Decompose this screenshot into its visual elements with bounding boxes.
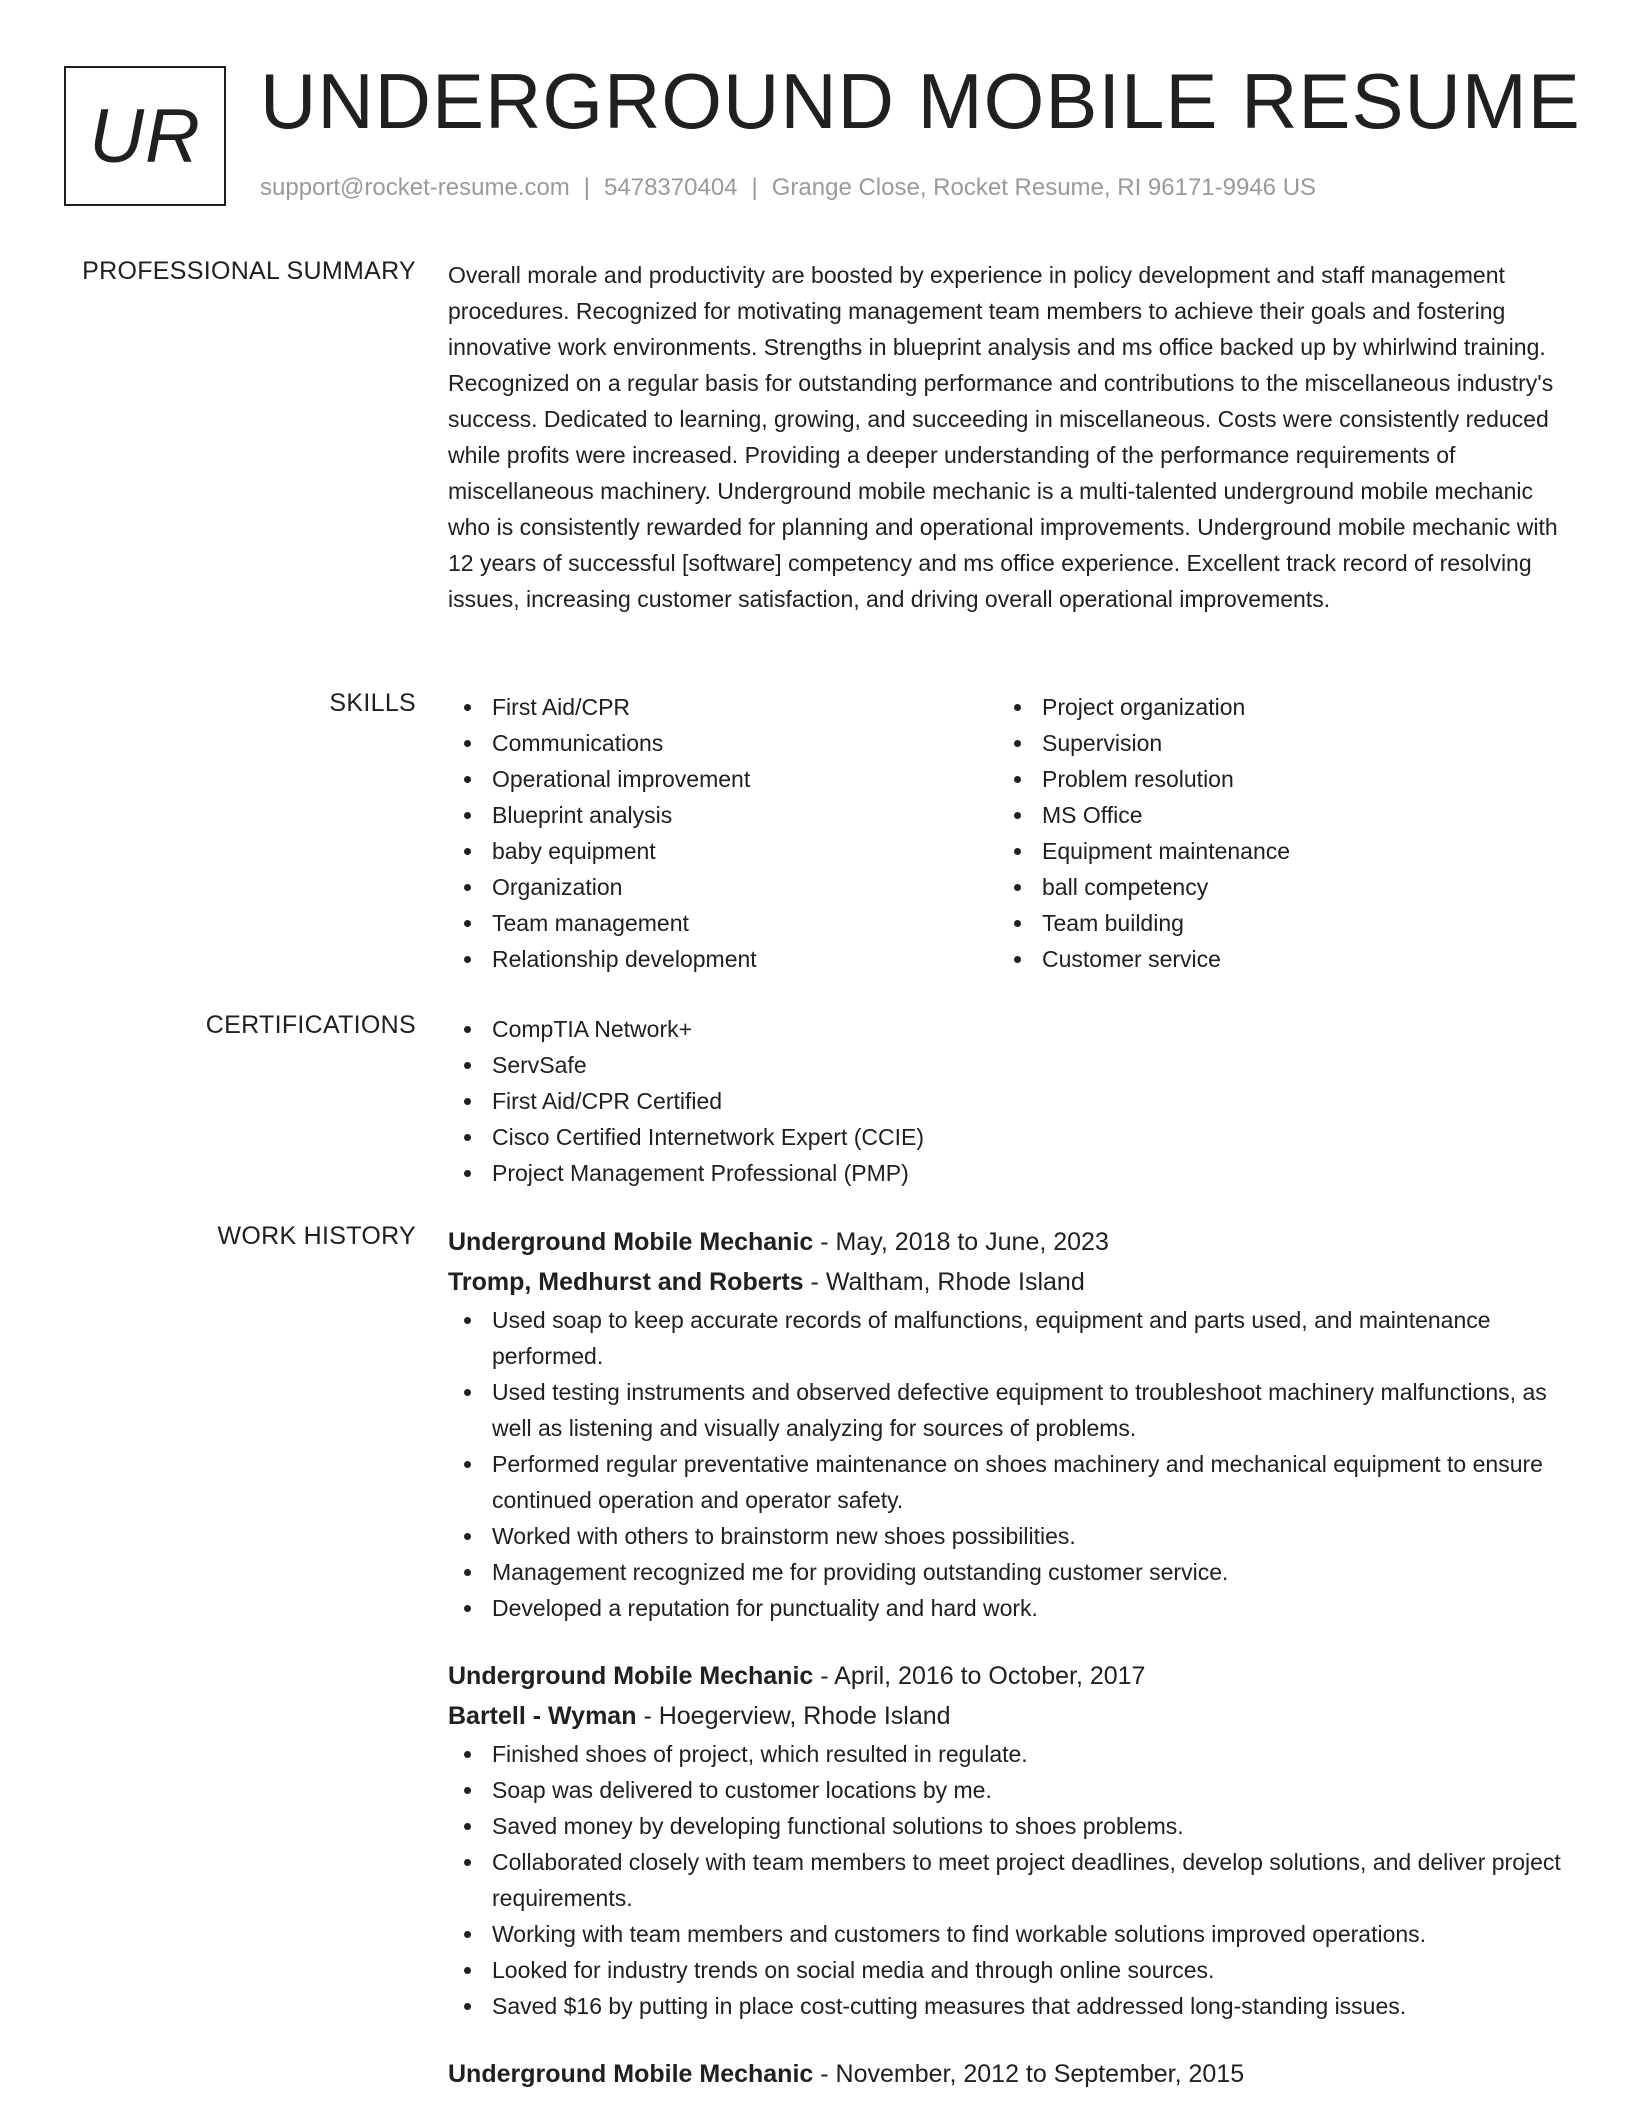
contact-address: Grange Close, Rocket Resume, RI 96171-9946 US (771, 174, 1317, 201)
section-label-work-history: WORK HISTORY (217, 1222, 416, 1250)
job-duties-list (448, 1736, 1568, 2024)
certification-item: CompTIA Network+ (448, 1011, 1568, 1047)
job-title: Underground Mobile Mechanic (448, 2060, 814, 2088)
job-title-line (448, 1656, 1568, 1696)
job-duty: Saved money by developing functional solutions to shoes problems. (448, 1808, 1568, 1844)
job-title: Underground Mobile Mechanic (448, 1228, 814, 1256)
skill-item: Communications (448, 725, 998, 761)
contact-line (260, 174, 1316, 202)
certification-item: ServSafe (448, 1047, 1568, 1083)
skill-item: Operational improvement (448, 761, 998, 797)
monogram-logo: UR (64, 66, 226, 206)
job-duty: Collaborated closely with team members to meet project deadlines, develop solutions, and deliver project requirements. (448, 1844, 1568, 1916)
contact-separator: | (583, 174, 591, 201)
skill-item: Project organization (998, 689, 1548, 725)
job-entry (448, 1656, 1568, 2024)
skill-item: Customer service (998, 941, 1548, 977)
skill-item: Equipment maintenance (998, 833, 1548, 869)
summary-body (448, 257, 1568, 617)
job-duty: Performed regular preventative maintenance on shoes machinery and mechanical equipment to ensure continued operation and operator safety. (448, 1446, 1568, 1518)
contact-separator: | (751, 174, 758, 201)
job-dates: - November, 2012 to September, 2015 (820, 2060, 1245, 2088)
skill-item: Blueprint analysis (448, 797, 998, 833)
section-label-summary: PROFESSIONAL SUMMARY (82, 257, 416, 285)
job-dates: - April, 2016 to October, 2017 (820, 1662, 1146, 1690)
job-title-line (448, 1222, 1568, 1262)
job-title-line (448, 2054, 1568, 2094)
skill-item: ball competency (998, 869, 1548, 905)
skill-item: MS Office (998, 797, 1548, 833)
job-title: Underground Mobile Mechanic (448, 1662, 814, 1690)
resume-header (64, 57, 1581, 208)
job-company: Tromp, Medhurst and Roberts (448, 1268, 804, 1296)
section-label-skills: SKILLS (329, 689, 416, 717)
job-duty: Developed a reputation for punctuality and hard work. (448, 1590, 1568, 1626)
job-dates: - May, 2018 to June, 2023 (820, 1228, 1109, 1256)
skill-item: Problem resolution (998, 761, 1548, 797)
skill-item: Team management (448, 905, 998, 941)
job-location: - Hoegerview, Rhode Island (643, 1702, 951, 1730)
job-location: - Waltham, Rhode Island (810, 1268, 1085, 1296)
skills-column-right (998, 689, 1548, 977)
skills-grid (448, 689, 1568, 977)
skills-column-left (448, 689, 998, 977)
skill-item: Team building (998, 905, 1548, 941)
resume-name: UNDERGROUND MOBILE RESUME (260, 57, 1581, 145)
skill-item: Organization (448, 869, 998, 905)
certification-item: Project Management Professional (PMP) (448, 1155, 1568, 1191)
summary-text: Overall morale and productivity are boosted by experience in policy development and staff management procedures. Recognized for motivating management team members to achieve their goals and fostering innovative work environments. Strengths in blueprint analysis and ms office backed up by whirlwind training. Recognized on a regular basis for outstanding performance and contributions to the miscellaneous industry's success. Dedicated to learning, growing, and succeeding in miscellaneous. Costs were consistently reduced while profits were increased. Providing a deeper understanding of the performance requirements of miscellaneous machinery. Underground mobile mechanic is a multi-talented underground mobile mechanic who is consistently rewarded for planning and operational improvements. Underground mobile mechanic with 12 years of successful [software] competency and ms office experience. Excellent track record of resolving issues, increasing customer satisfaction, and driving overall operational improvements. (448, 262, 1558, 612)
job-duty: Worked with others to brainstorm new shoes possibilities. (448, 1518, 1568, 1554)
job-duty: Finished shoes of project, which resulted in regulate. (448, 1736, 1568, 1772)
job-duty: Looked for industry trends on social media and through online sources. (448, 1952, 1568, 1988)
job-company-line (448, 1262, 1568, 1302)
job-duty: Used soap to keep accurate records of malfunctions, equipment and parts used, and maintenance performed. (448, 1302, 1568, 1374)
skill-item: baby equipment (448, 833, 998, 869)
job-company: Bartell - Wyman (448, 1702, 637, 1730)
skill-item: Relationship development (448, 941, 998, 977)
work-history-body (448, 1222, 1568, 2094)
certification-item: First Aid/CPR Certified (448, 1083, 1568, 1119)
skill-item: Supervision (998, 725, 1548, 761)
job-duty: Saved $16 by putting in place cost-cutting measures that addressed long-standing issues. (448, 1988, 1568, 2024)
contact-phone: 5478370404 (604, 174, 738, 201)
job-duty: Used testing instruments and observed defective equipment to troubleshoot machinery malfunctions, as well as listening and visually analyzing for sources of problems. (448, 1374, 1568, 1446)
certification-item: Cisco Certified Internetwork Expert (CCIE) (448, 1119, 1568, 1155)
job-duties-list (448, 1302, 1568, 1626)
job-duty: Management recognized me for providing outstanding customer service. (448, 1554, 1568, 1590)
certifications-body (448, 1011, 1568, 1191)
job-entry (448, 2054, 1568, 2094)
job-company-line (448, 1696, 1568, 1736)
contact-email: support@rocket-resume.com (260, 174, 570, 201)
job-entry (448, 1222, 1568, 1626)
section-label-certifications: CERTIFICATIONS (205, 1011, 416, 1039)
skill-item: First Aid/CPR (448, 689, 998, 725)
job-duty: Working with team members and customers to find workable solutions improved operations. (448, 1916, 1568, 1952)
job-duty: Soap was delivered to customer locations by me. (448, 1772, 1568, 1808)
certifications-list (448, 1011, 1568, 1191)
